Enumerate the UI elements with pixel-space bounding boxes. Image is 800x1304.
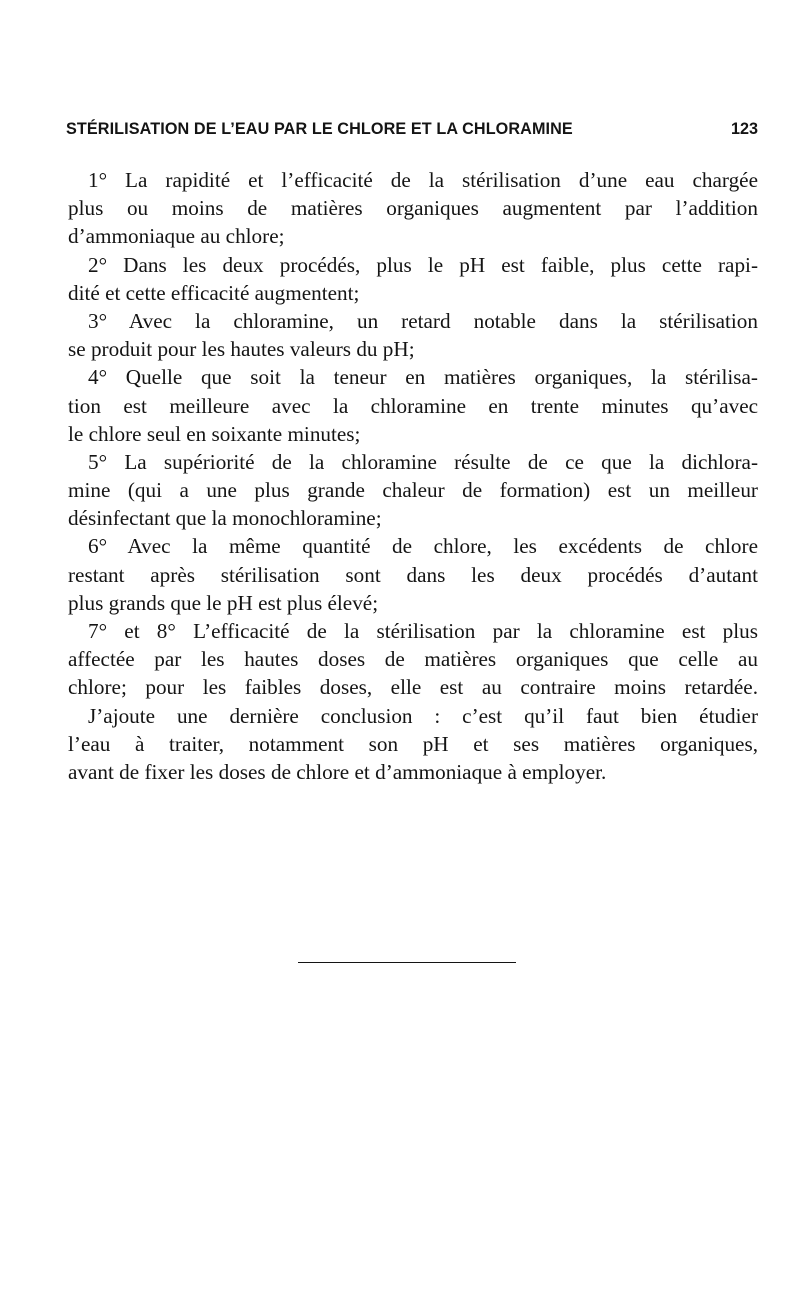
running-header — [66, 120, 758, 146]
text-line: chlore; pour les faibles doses, elle est au contraire moins retardée. — [68, 675, 758, 700]
text-line: plus ou moins de matières organiques augmentent par l’addition — [68, 196, 758, 221]
text-line: désinfectant que la monochloramine; — [68, 506, 382, 531]
text-line: restant après stérilisation sont dans les deux procédés d’autant — [68, 562, 758, 587]
text-line: le chlore seul en soixante minutes; — [68, 421, 361, 446]
end-rule — [298, 962, 516, 963]
text-line: J’ajoute une dernière conclusion : c’est qu’il faut bien étudier — [88, 703, 758, 728]
text-line: 3° Avec la chloramine, un retard notable dans la stérilisation — [88, 308, 758, 333]
text-line: tion est meilleure avec la chloramine en trente minutes qu’avec — [68, 393, 758, 418]
text-line: affectée par les hautes doses de matières organiques que celle au — [68, 647, 758, 672]
text-line: dité et cette efficacité augmentent; — [68, 280, 360, 305]
text-line: 1° La rapidité et l’efficacité de la stérilisation d’une eau chargée — [88, 168, 758, 192]
text-line: 2° Dans les deux procédés, plus le pH est faible, plus cette rapi- — [88, 252, 758, 277]
text-line: 6° Avec la même quantité de chlore, les excédents de chlore — [88, 534, 758, 559]
text-line: d’ammoniaque au chlore; — [68, 224, 285, 249]
page-number: 123 — [730, 120, 758, 138]
running-title: STÉRILISATION DE L’EAU PAR LE CHLORE ET LA CHLORAMINE — [66, 120, 573, 138]
text-line: 4° Quelle que soit la teneur en matières organiques, la stérilisa- — [88, 365, 758, 390]
text-line: mine (qui a une plus grande chaleur de formation) est un meilleur — [68, 478, 758, 503]
text-line: l’eau à traiter, notamment son pH et ses matières organiques, — [68, 731, 758, 756]
text-line: se produit pour les hautes valeurs du pH; — [68, 337, 415, 362]
text-line: avant de fixer les doses de chlore et d’ammoniaque à employer. — [68, 759, 607, 784]
text-line: 7° et 8° L’efficacité de la stérilisation par la chloramine est plus — [88, 619, 758, 643]
text-line: 5° La supériorité de la chloramine résulte de ce que la dichlora- — [88, 449, 758, 474]
text-line: plus grands que le pH est plus élevé; — [68, 590, 379, 615]
conclusions-text — [68, 166, 758, 786]
